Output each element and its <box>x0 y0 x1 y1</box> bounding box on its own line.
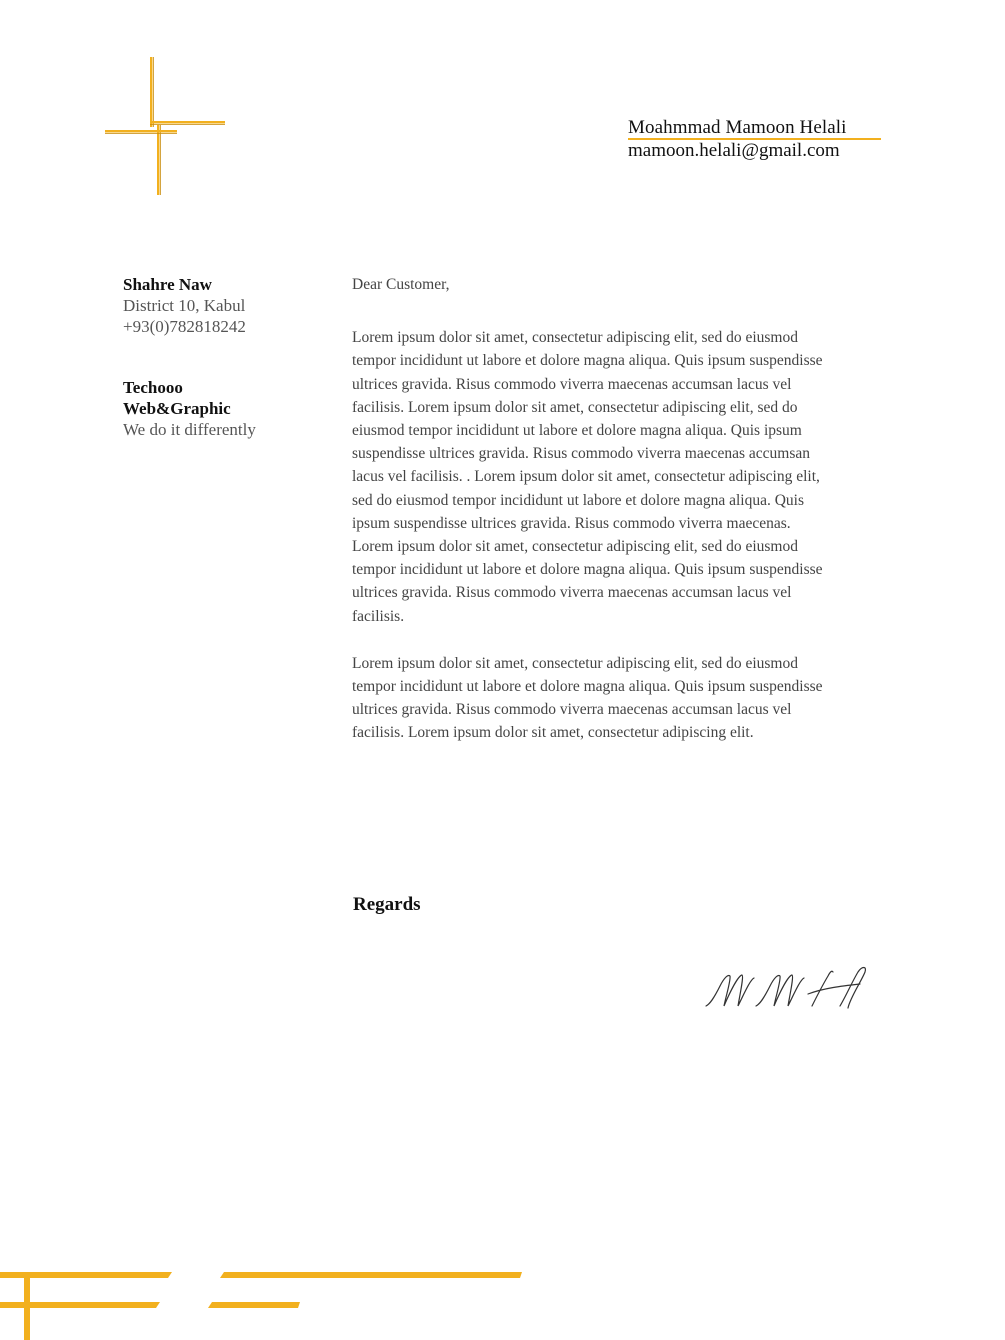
address-title: Shahre Naw <box>123 275 212 294</box>
salutation: Dear Customer, <box>352 276 450 293</box>
company-name-line2: Web&Graphic <box>123 399 231 418</box>
company-tagline: We do it differently <box>123 420 256 439</box>
paragraph-2: Lorem ipsum dolor sit amet, consectetur adipiscing elit, sed do eiusmod tempor incididunt ut labore et dolore magna aliqua. Quis ipsum suspendisse ultrices gravida. Risus commodo viverra maecenas accumsan lacus vel facilisis. Lorem ipsum dolor sit amet, consectetur adipiscing elit. <box>352 654 823 742</box>
cross-lines-logo-icon <box>100 55 230 200</box>
paragraph-1: Lorem ipsum dolor sit amet, consectetur adipiscing elit, sed do eiusmod tempor incididunt ut labore et dolore magna aliqua. Quis ipsum suspendisse ultrices gravida. Risus commodo viverra maecenas accumsan lacus vel facilisis. Lorem ipsum dolor sit amet, consectetur adipiscing elit, sed do eiusmod tempor incididunt ut labore et dolore magna aliqua. Quis ipsum suspendisse ultrices gravida. Risus commodo viverra maecenas accumsan lacus vel facilisis. . Lorem ipsum dolor sit amet, consectetur adipiscing elit, sed do eiusmod tempor incididunt ut labore et dolore magna aliqua. Quis ipsum suspendisse ultrices gravida. Risus commodo viverra maecenas. Lorem ipsum dolor sit amet, consectetur adipiscing elit, sed do eiusmod tempor incididunt ut labore et dolore magna aliqua. Quis ipsum suspendisse ultrices gravida. Risus commodo viverra maecenas accumsan lacus vel facilisis. <box>352 329 823 625</box>
signature-mmh <box>700 958 875 1023</box>
sidebar <box>123 274 313 440</box>
sender-email: mamoon.helali@gmail.com <box>628 140 840 161</box>
sender-name: Moahmmad Mamoon Helali <box>628 117 847 138</box>
phone-number: +93(0)782818242 <box>123 317 246 336</box>
letter-body <box>352 273 832 769</box>
footer-decoration <box>0 1262 540 1340</box>
closing: Regards <box>353 894 421 915</box>
header-contact <box>628 117 888 162</box>
company-name-line1: Techooo <box>123 378 183 397</box>
address-line: District 10, Kabul <box>123 296 246 315</box>
